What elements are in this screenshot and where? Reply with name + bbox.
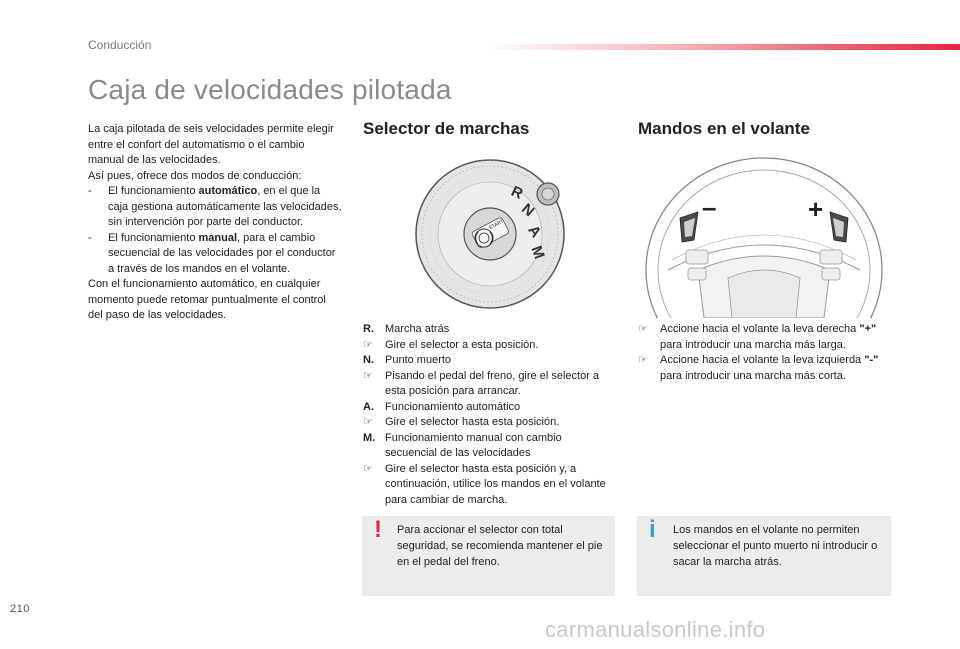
dial-letter: M (527, 243, 548, 262)
list-item: - El funcionamiento manual, para el cambio secuencial de las velocidades por el conductor a través de los mandos en el volante. (88, 231, 336, 275)
bullet-icon: ☞ (638, 354, 648, 366)
bullet-icon: ☞ (363, 338, 373, 351)
wheel-list (638, 322, 890, 384)
warning-note (362, 516, 615, 596)
list-item: - El funcionamiento automático, en el que la caja gestiona automáticamente las velocidades, sin intervención por parte del conductor. (88, 185, 342, 228)
intro-text (88, 122, 343, 324)
info-note (637, 516, 891, 596)
list-item: ☞ Gire el selector hasta esta posición. (363, 415, 615, 431)
info-icon: i (649, 516, 656, 543)
note-text: Para accionar el selector con total seguridad, se recomienda mantener el pie en el pedal del freno. (397, 524, 603, 568)
dial-letter: A (524, 222, 545, 241)
list-item: M. Funcionamiento manual con cambio secuencial de las velocidades (363, 431, 562, 459)
bullet-icon: ☞ (638, 323, 648, 335)
header-accent-bar (485, 44, 960, 50)
warning-icon: ! (374, 516, 382, 543)
list-item: N. Punto muerto (363, 354, 452, 366)
dial-letter: N (518, 200, 538, 221)
intro-paragraph: La caja pilotada de seis velocidades permite elegir entre el confort del automatismo o el cambio manual de las velocidades. (88, 123, 334, 166)
selector-heading: Selector de marchas (363, 119, 530, 138)
selector-list (363, 322, 615, 508)
gear-selector-illustration (414, 158, 566, 310)
bullet-icon: ☞ (363, 369, 373, 382)
list-item: ☞ Accione hacia el volante la leva derecha "+" para introducir una marcha más larga. (638, 322, 890, 353)
dial-letter: R (508, 182, 526, 203)
steering-wheel-illustration (638, 150, 890, 318)
start-label: START (488, 218, 505, 232)
watermark: carmanualsonline.info (545, 617, 766, 642)
minus-label: – (702, 192, 717, 222)
list-item: ☞ Accione hacia el volante la leva izquierda "-" para introducir una marcha más corta. (638, 353, 890, 384)
page-number: 210 (10, 603, 30, 615)
wheel-heading: Mandos en el volante (638, 119, 810, 138)
section-label: Conducción (88, 38, 152, 52)
intro-paragraph: Con el funcionamiento automático, en cualquier momento puede retomar puntualmente el control del paso de las velocidades. (88, 278, 326, 321)
plus-label: + (808, 194, 824, 224)
list-item: ☞ Pisando el pedal del freno, gire el selector a esta posición para arrancar. (363, 369, 615, 400)
bullet-icon: ☞ (363, 462, 373, 475)
page-title: Caja de velocidades pilotada (88, 74, 452, 105)
intro-paragraph: Así pues, ofrece dos modos de conducción: (88, 169, 302, 182)
note-text: Los mandos en el volante no permiten seleccionar el punto muerto ni introducir o sacar la marcha atrás. (673, 524, 878, 568)
list-item: ☞ Gire el selector a esta posición. (363, 338, 615, 354)
bullet-icon: ☞ (363, 416, 373, 428)
list-item: R. Marcha atrás (363, 323, 450, 335)
list-item: A. Funcionamiento automático (363, 400, 521, 413)
list-item: ☞ Gire el selector hasta esta posición y, a continuación, utilice los mandos en el volante para cambiar de marcha. (363, 462, 615, 509)
